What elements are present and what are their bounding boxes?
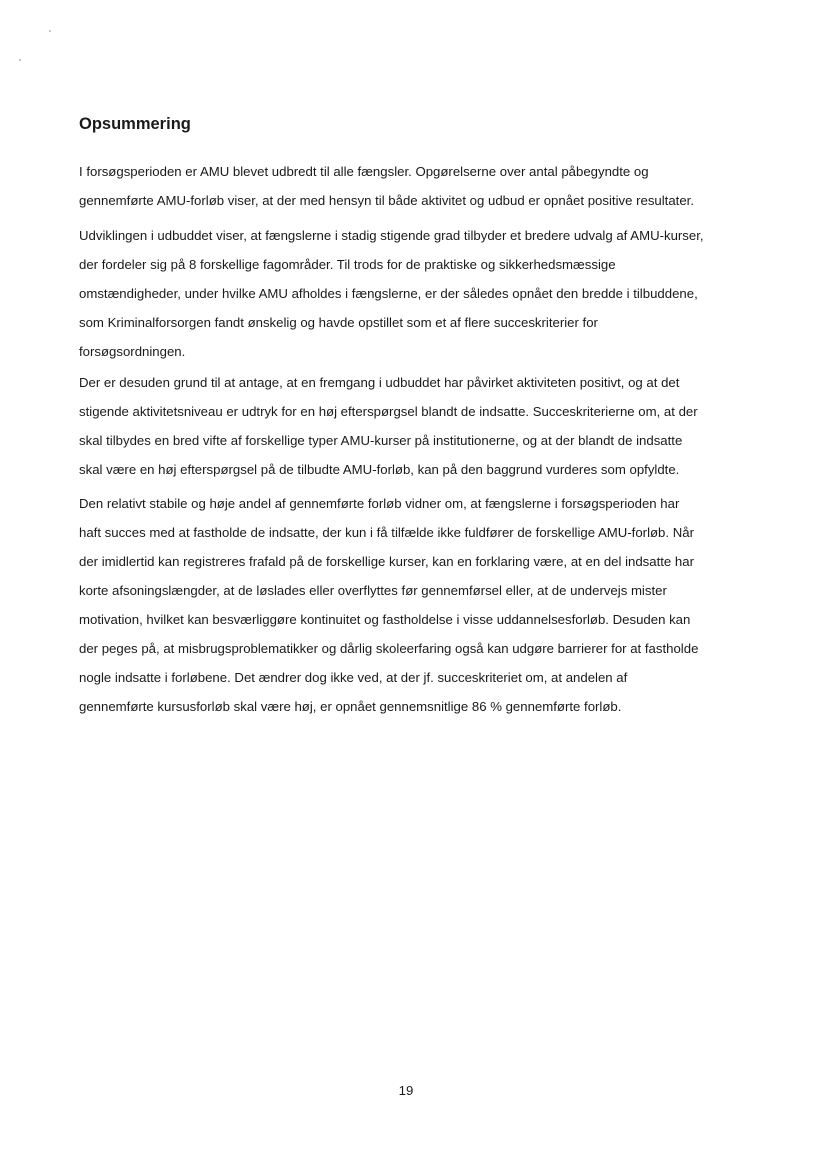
- text-line: haft succes med at fastholde de indsatte, der kun i få tilfælde ikke fuldfører de forskellige AMU-forløb. Når: [79, 525, 694, 540]
- text-line: motivation, hvilket kan besværliggøre kontinuitet og fastholdelse i visse uddannelsesforløb. Desuden kan: [79, 612, 691, 627]
- text-line: skal tilbydes en bred vifte af forskellige typer AMU-kurser på institutionerne, og at der blandt de indsatte: [79, 433, 683, 448]
- paragraph-3: [79, 368, 769, 484]
- scan-speck: [19, 59, 21, 61]
- text-line: nogle indsatte i forløbene. Det ændrer dog ikke ved, at der jf. succeskriteriet om, at andelen af: [79, 670, 628, 685]
- text-line: gennemførte AMU-forløb viser, at der med hensyn til både aktivitet og udbud er opnået positive resultater.: [79, 193, 695, 208]
- text-line: der peges på, at misbrugsproblematikker og dårlig skoleerfaring også kan udgøre barrierer for at fastholde: [79, 641, 699, 656]
- text-line: der imidlertid kan registreres frafald på de forskellige kurser, kan en forklaring være, at en del indsatte har: [79, 554, 694, 569]
- text-line: der fordeler sig på 8 forskellige fagområder. Til trods for de praktiske og sikkerhedsmæssige: [79, 257, 616, 272]
- text-line: forsøgsordningen.: [79, 344, 186, 359]
- text-line: Der er desuden grund til at antage, at en fremgang i udbuddet har påvirket aktiviteten positivt, og at det: [79, 375, 680, 390]
- text-line: korte afsoningslængder, at de løslades eller overflyttes før gennemførsel eller, at de undervejs mister: [79, 583, 667, 598]
- paragraph-4: [79, 489, 769, 721]
- text-line: gennemførte kursusforløb skal være høj, er opnået gennemsnitlige 86 % gennemførte forløb.: [79, 699, 622, 714]
- text-line: I forsøgsperioden er AMU blevet udbredt til alle fængsler. Opgørelserne over antal påbegyndte og: [79, 164, 649, 179]
- page-number: 19: [398, 1083, 414, 1098]
- text-line: som Kriminalforsorgen fandt ønskelig og havde opstillet som et af flere succeskriterier for: [79, 315, 598, 330]
- text-line: Den relativt stabile og høje andel af gennemførte forløb vidner om, at fængslerne i forsøgsperioden har: [79, 496, 680, 511]
- paragraph-1: [79, 157, 769, 215]
- text-line: Udviklingen i udbuddet viser, at fængslerne i stadig stigende grad tilbyder et bredere udvalg af AMU-kurser,: [79, 228, 704, 243]
- section-heading: Opsummering: [79, 115, 191, 133]
- paragraph-2: [79, 221, 769, 366]
- text-line: stigende aktivitetsniveau er udtryk for en høj efterspørgsel blandt de indsatte. Succeskriterierne om, at der: [79, 404, 698, 419]
- text-line: skal være en høj efterspørgsel på de tilbudte AMU-forløb, kan på den baggrund vurderes som opfyldte.: [79, 462, 680, 477]
- scan-speck: [49, 30, 51, 32]
- text-line: omstændigheder, under hvilke AMU afholdes i fængslerne, er der således opnået den bredde i tilbuddene,: [79, 286, 698, 301]
